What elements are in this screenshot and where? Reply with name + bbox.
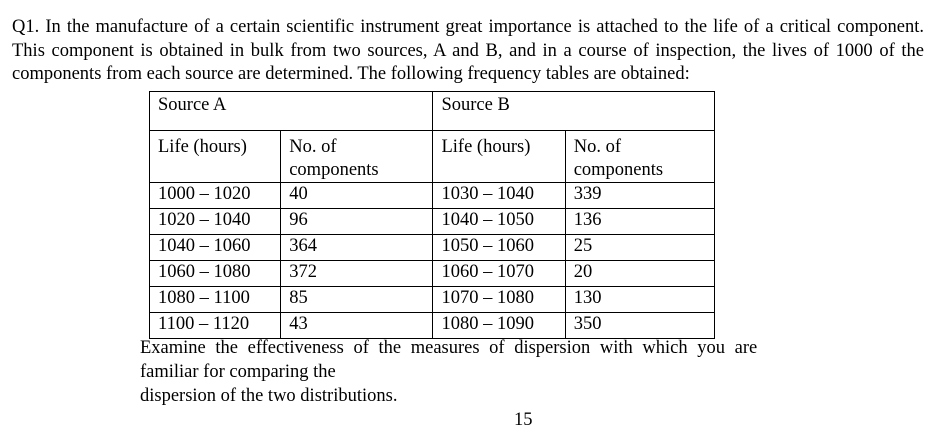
b-life-cell: 1080 – 1090 [433,313,565,339]
b-count-cell: 25 [565,235,714,261]
b-count-cell: 136 [565,209,714,235]
column-header-row [150,131,715,183]
instruction-line-3: dispersion of the two distributions. [140,386,398,406]
table-row [150,287,715,313]
b-count-cell: 350 [565,313,714,339]
a-life-cell: 1100 – 1120 [150,313,281,339]
b-life-cell: 1030 – 1040 [433,183,565,209]
a-count-cell: 85 [281,287,433,313]
b-life-cell: 1060 – 1070 [433,261,565,287]
b-count-header-line2: components [573,160,664,180]
b-life-cell: 1040 – 1050 [433,209,565,235]
a-life-cell: 1060 – 1080 [150,261,281,287]
source-header-row [150,92,715,131]
a-count-header-line1: No. of [289,137,337,157]
b-count-header [565,131,714,183]
frequency-table [149,91,715,339]
b-count-cell: 130 [565,287,714,313]
table-row [150,313,715,339]
b-life-cell: 1050 – 1060 [433,235,565,261]
b-count-header-line1: No. of [573,137,621,157]
a-count-cell: 96 [281,209,433,235]
table-row [150,209,715,235]
table-row [150,261,715,287]
a-count-cell: 364 [281,235,433,261]
a-life-cell: 1020 – 1040 [150,209,281,235]
b-count-cell: 20 [565,261,714,287]
source-b-header: Source B [433,92,715,131]
source-a-header: Source A [150,92,433,131]
a-count-cell: 372 [281,261,433,287]
a-life-cell: 1080 – 1100 [150,287,281,313]
table-row [150,235,715,261]
instruction-line-1: Examine the effectiveness of the measures of dispersion with which you are [140,338,758,358]
a-life-header: Life (hours) [150,131,281,183]
a-count-header [281,131,433,183]
a-count-cell: 43 [281,313,433,339]
a-life-cell: 1000 – 1020 [150,183,281,209]
a-count-cell: 40 [281,183,433,209]
b-life-cell: 1070 – 1080 [433,287,565,313]
instruction-line-2: familiar for comparing the [140,362,336,382]
b-life-header: Life (hours) [433,131,565,183]
b-count-cell: 339 [565,183,714,209]
a-life-cell: 1040 – 1060 [150,235,281,261]
question-text: Q1. In the manufacture of a certain scientific instrument great importance is attached to the life of a critical component. This component is obtained in bulk from two sources, A and B, and in a course of inspection, the lives of 1000 of the components from each source are determined. The following frequency tables are obtained: [12,17,924,84]
page-number: 15 [514,410,533,430]
instruction-text [140,336,800,408]
a-count-header-line2: components [289,160,379,180]
table-row [150,183,715,209]
